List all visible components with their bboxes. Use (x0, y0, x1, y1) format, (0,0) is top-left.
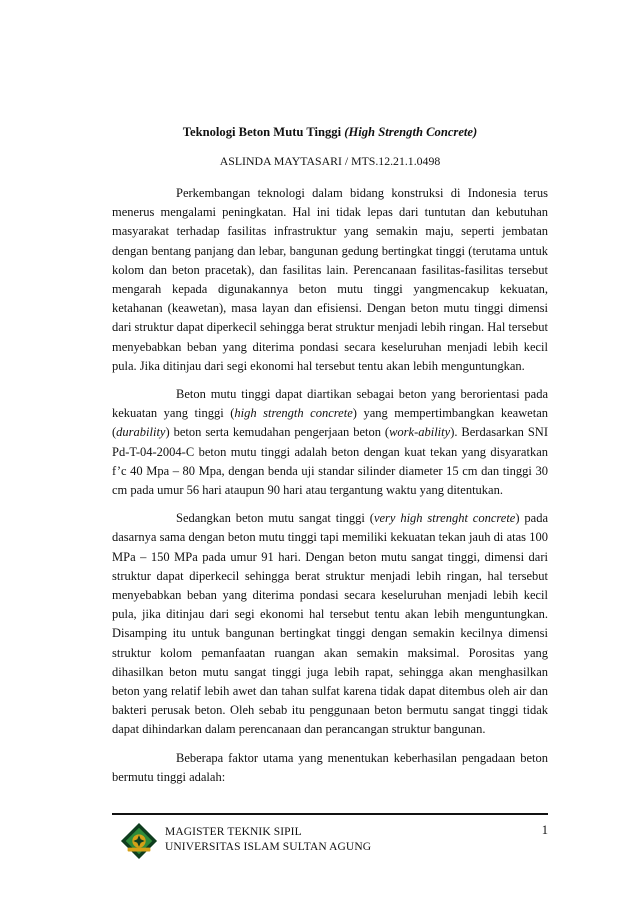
document-title (112, 124, 548, 140)
text-run: Beberapa faktor utama yang menentukan keberhasilan pengadaan beton bermutu tinggi adalah: (112, 750, 548, 784)
italic-term: high strength concrete (234, 406, 353, 421)
italic-term: work-ability (389, 425, 451, 440)
page-number: 1 (541, 823, 548, 837)
text-run: ) beton serta kemudahan pengerjaan beton ( (165, 425, 390, 440)
paragraph (112, 749, 548, 787)
text-run: ) yang mempertimbangkan keawetan ( (112, 406, 549, 440)
text-run: ). Berdasarkan SNI Pd-T-04-2004-C beton mutu tinggi adalah beton dengan kuat tekan yang disyaratkan f’c 40 Mpa – 80 Mpa, dengan benda uji standar silinder diameter 15 cm dan tinggi 30 cm pada umur 56 hari ataupun 90 hari atau tergantung waktu yang ditentukan. (112, 425, 548, 498)
paragraph (112, 385, 548, 500)
italic-term: durability (116, 425, 166, 440)
footer-program: MAGISTER TEKNIK SIPIL (165, 826, 302, 838)
italic-term: very high strenght concrete (373, 511, 516, 526)
text-run: Beton mutu tinggi dapat diartikan sebagai beton yang berorientasi pada kekuatan yang tinggi ( (112, 387, 548, 421)
university-logo (120, 822, 158, 860)
footer-rule (112, 813, 548, 815)
author-line: ASLINDA MAYTASARI / MTS.12.21.1.0498 (219, 154, 441, 168)
footer-institution (165, 825, 371, 855)
title-main: Teknologi Beton Mutu Tinggi (182, 125, 342, 139)
footer-university: UNIVERSITAS ISLAM SULTAN AGUNG (165, 841, 372, 853)
text-run: Perkembangan teknologi dalam bidang konstruksi di Indonesia terus menerus mengalami peningkatan. Hal ini tidak lepas dari tuntutan dan kebutuhan masyarakat terhadap fasilitas infrastruktur yang semakin maju, seperti jembatan dengan bentang panjang dan lebar, bangunan gedung bertingkat tinggi (terutama untuk kolom dan beton pracetak), dan fasilitas lain. Perencanaan fasilitas-fasilitas tersebut mengarah kepada digunakannya beton mutu tinggi yangmencakup kekuatan, ketahanan (keawetan), masa layan dan efisiensi. Dengan beton mutu tinggi dimensi dari struktur dapat diperkecil sehingga berat struktur menjadi lebih ringan. Hal tersebut menyebabkan beban yang diterima pondasi secara keseluruhan menjadi lebih kecil pula. Jika ditinjau dari segi ekonomi hal tersebut tentu akan lebih menguntungkan. (112, 186, 548, 373)
document-body (112, 184, 548, 787)
text-run: Sedangkan beton mutu sangat tinggi ( (176, 511, 374, 526)
paragraph (112, 509, 548, 739)
title-italic: (High Strength Concrete) (344, 125, 478, 139)
paragraph (112, 184, 548, 376)
text-run: ) pada dasarnya sama dengan beton mutu tinggi tapi memiliki kekuatan tekan jauh di atas 100 MPa – 150 MPa pada umur 91 hari. Dengan beton mutu sangat tinggi, dimensi dari struktur dapat diperkecil sehingga berat struktur menjadi lebih ringan, hal tersebut menyebabkan beban yang diterima pondasi secara keseluruhan menjadi lebih kecil pula, jika ditinjau dari segi ekonomi hal tersebut tentu akan lebih menguntungkan. Disamping itu untuk bangunan bertingkat tinggi dengan semakin kecilnya dimensi struktur kolom pemanfaatan ruangan akan semakin maksimal. Porositas yang dihasilkan beton mutu sangat tinggi juga lebih rapat, sehingga akan menghasilkan beton yang relatif lebih awet dan tahan sulfat karena tidak dapat ditembus oleh air dan bakteri perusak beton. Oleh sebab itu penggunaan beton bermutu sangat tinggi tidak dapat dihindarkan dalam perencanaan dan perancangan struktur bangunan. (112, 511, 548, 737)
